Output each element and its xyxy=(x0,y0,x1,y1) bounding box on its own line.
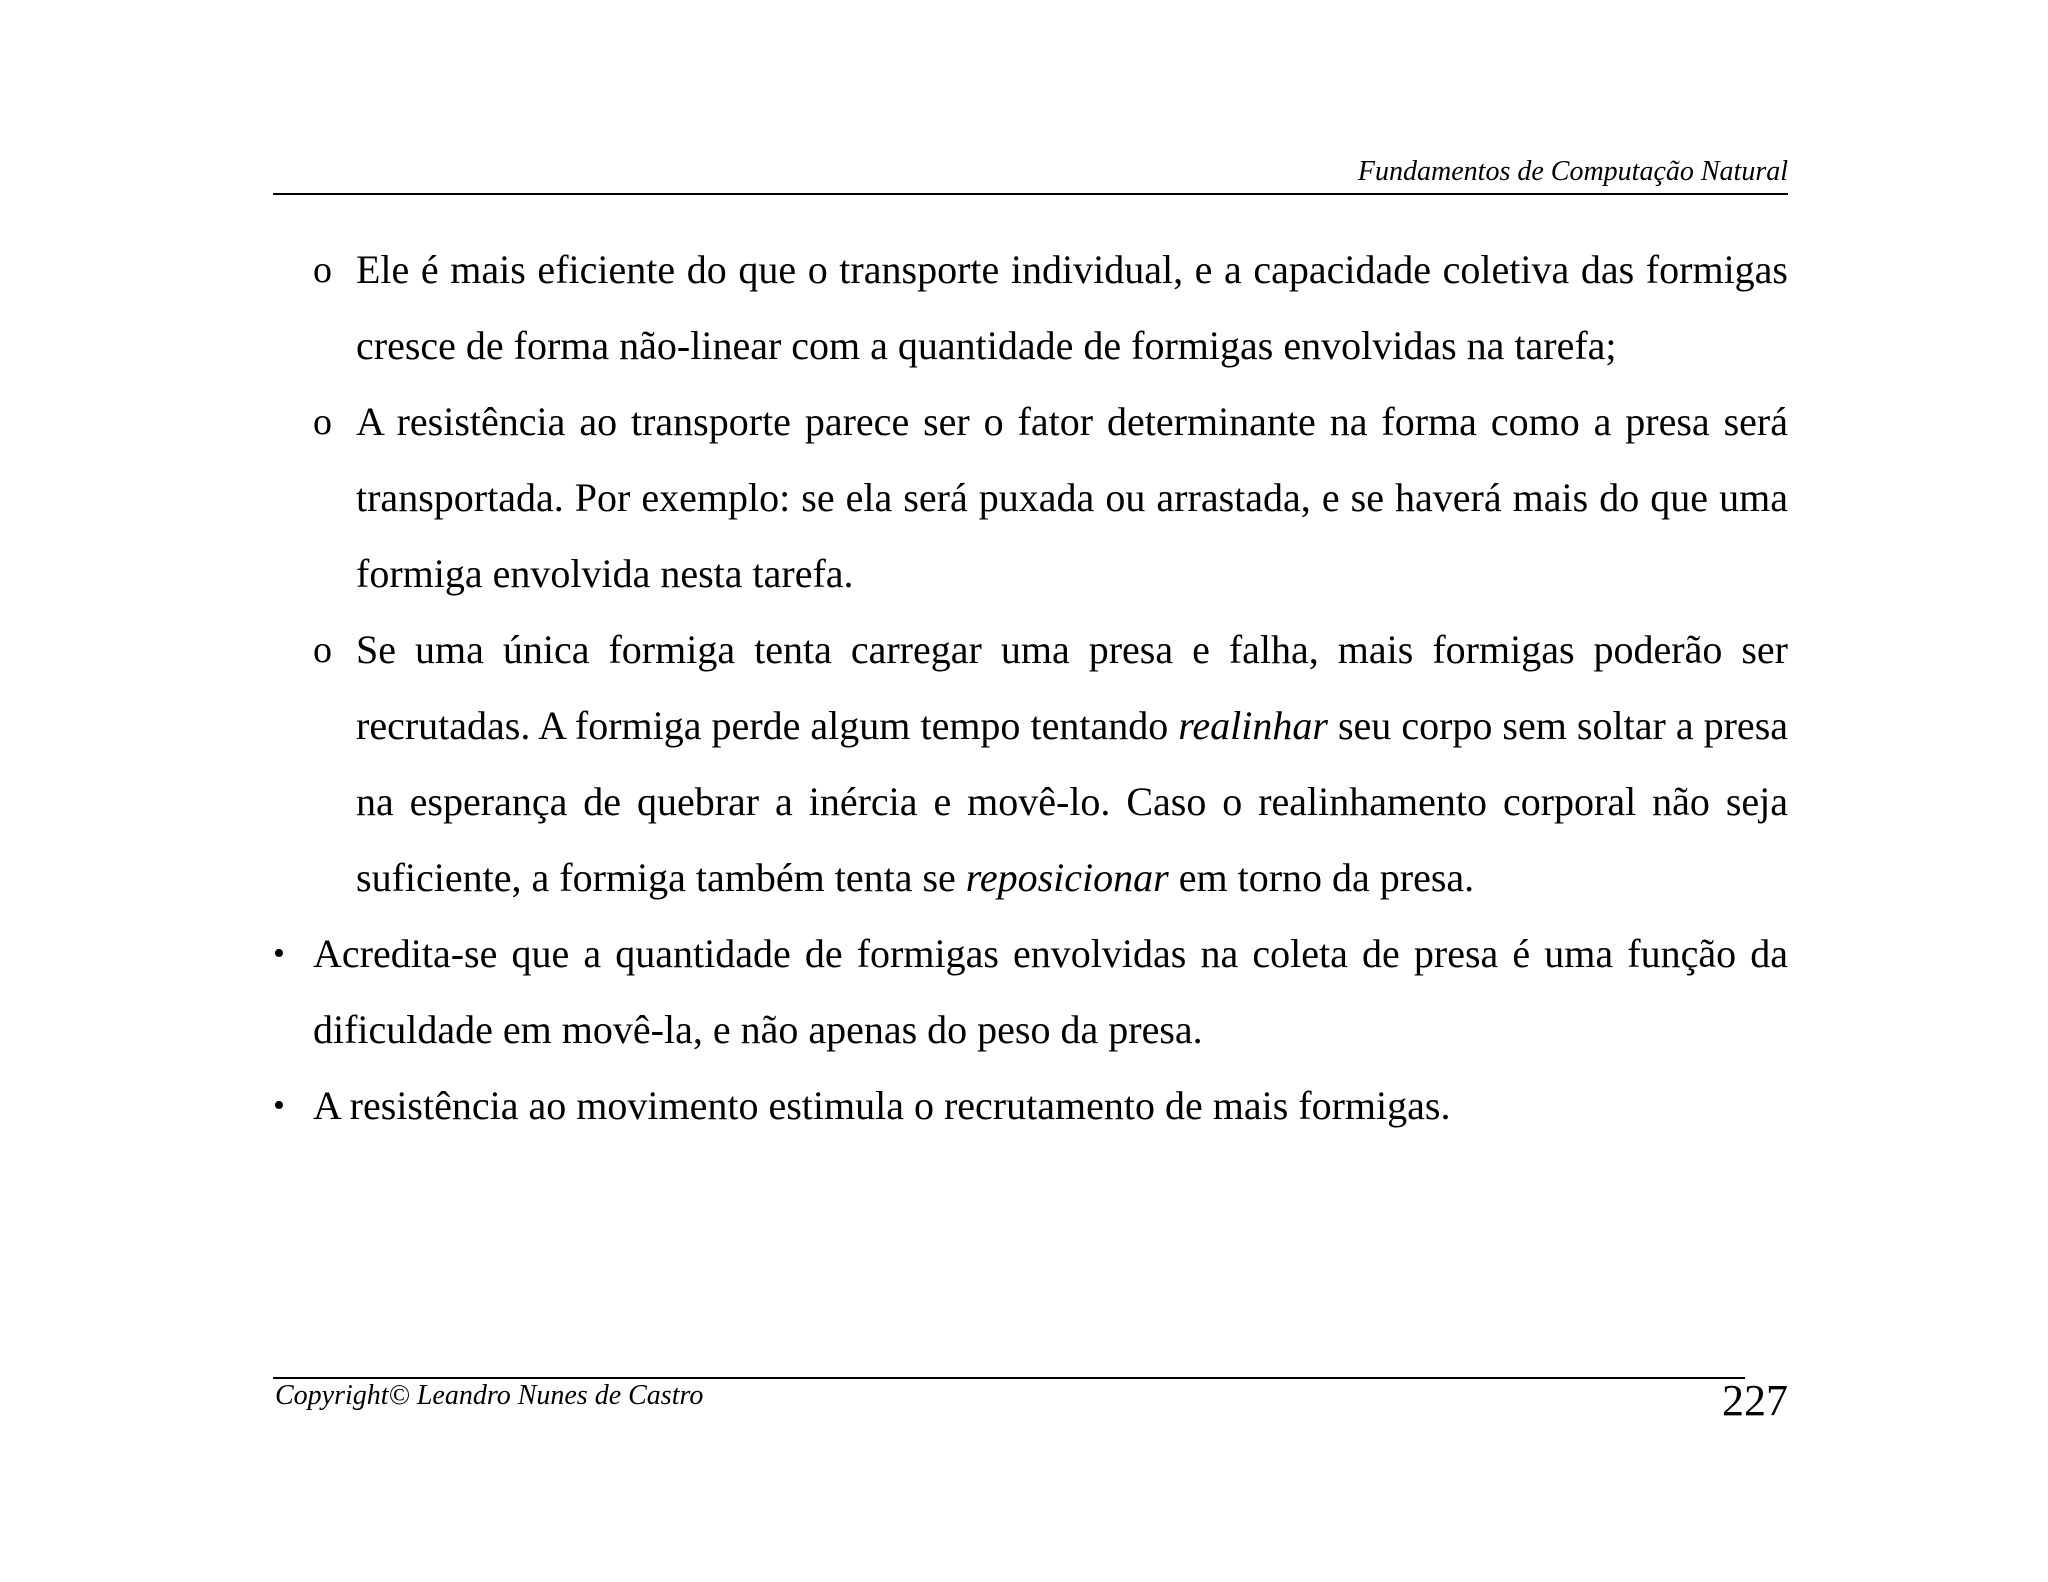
emphasis-realinhar: realinhar xyxy=(1178,703,1328,748)
bullet-list-item xyxy=(273,916,1788,1068)
running-header-title: Fundamentos de Computação Natural xyxy=(1357,156,1788,187)
sub-list-item-text: Ele é mais eficiente do que o transporte individual, e a capacidade coletiva das formigas cresce de forma não-linear com a quantidade de formigas envolvidas na tarefa; xyxy=(356,247,1788,368)
footer-divider xyxy=(273,1377,1745,1379)
page-body xyxy=(273,232,1788,1144)
sub-list-item-text: Se uma única formiga tenta carregar uma presa e falha, mais formigas poderão ser recrutadas. A formiga perde algum tempo tentando xyxy=(356,627,1788,748)
header-divider xyxy=(273,193,1788,195)
sub-list-item xyxy=(273,232,1788,384)
circle-bullet-icon: o xyxy=(313,401,332,443)
footer-copyright: Copyright© Leandro Nunes de Castro xyxy=(275,1380,704,1411)
sub-list-item-text: A resistência ao transporte parece ser o fator determinante na forma como a presa será transportada. Por exemplo: se ela será puxada ou arrastada, e se haverá mais do que uma formiga envolvida nesta tarefa. xyxy=(356,399,1788,596)
bullet-list-item-text: A resistência ao movimento estimula o recrutamento de mais formigas. xyxy=(313,1083,1451,1128)
sub-list-item-text: em torno da presa. xyxy=(1168,855,1475,900)
bullet-dot-icon: • xyxy=(273,935,285,972)
sub-list-item xyxy=(273,612,1788,916)
sub-list-item-text: seu corpo sem soltar a presa na esperança de quebrar a inércia e movê-lo. Caso o realinhamento corporal não seja suficiente, a formiga também tenta se xyxy=(356,703,1789,900)
sub-list-item xyxy=(273,384,1788,612)
bullet-list-item-text: Acredita-se que a quantidade de formigas envolvidas na coleta de presa é uma função da dificuldade em movê-la, e não apenas do peso da presa. xyxy=(313,931,1788,1052)
page-number: 227 xyxy=(1722,1376,1788,1425)
emphasis-reposicionar: reposicionar xyxy=(965,855,1169,900)
circle-bullet-icon: o xyxy=(313,629,332,671)
circle-bullet-icon: o xyxy=(313,249,332,291)
bullet-list-item xyxy=(273,1068,1788,1144)
bullet-dot-icon: • xyxy=(273,1087,285,1124)
